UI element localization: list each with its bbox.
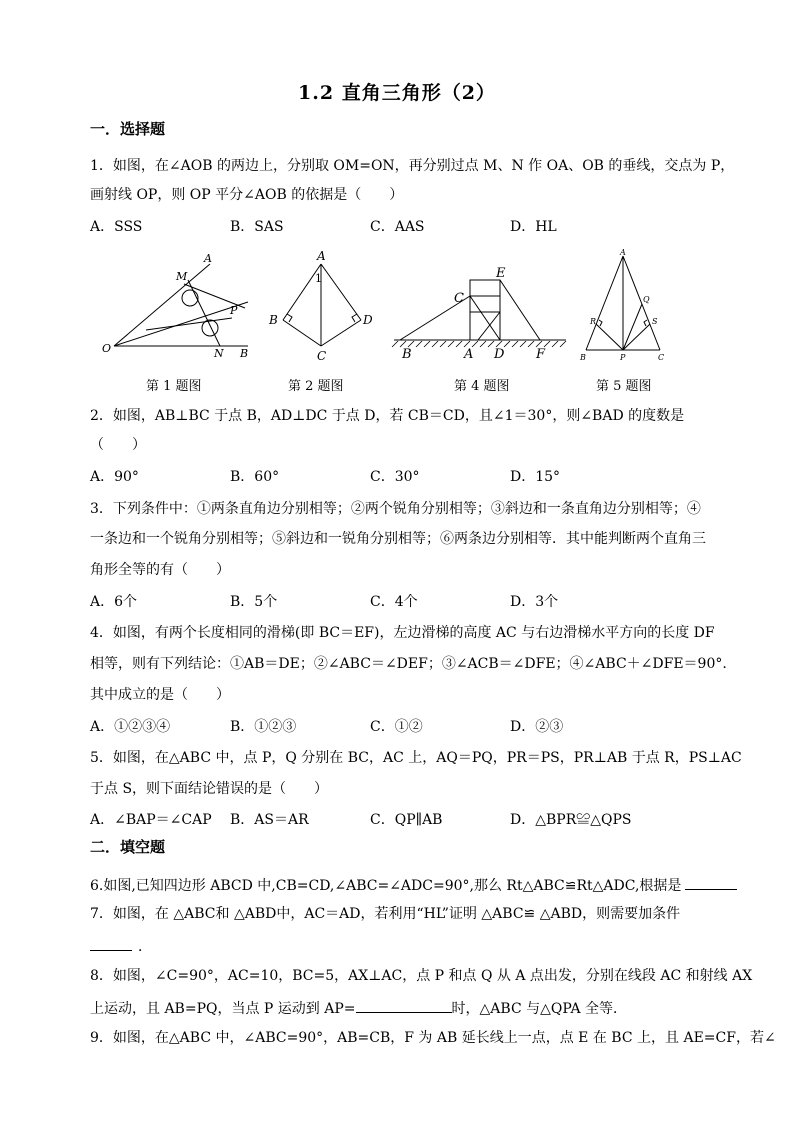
- section-fill-heading: 二．填空题: [90, 838, 166, 856]
- q4-option-c[interactable]: C．①②: [370, 719, 423, 735]
- figure-5-caption: 第 5 题图: [596, 379, 652, 394]
- fig1-label-m: M: [176, 270, 188, 283]
- figure-5: [578, 246, 668, 364]
- q6-text: 6.如图,已知四边形 ABCD 中,CB=CD,∠ABC=∠ADC=90°,那么 Rt△ABC≌Rt△ADC,根据是: [90, 878, 682, 894]
- fig1-label-b: B: [240, 347, 249, 360]
- fig5-label-q: Q: [643, 295, 650, 304]
- fig4-label-d: D: [494, 347, 505, 362]
- q3-line2: 一条边和一个锐角分别相等；⑤斜边和一锐角分别相等；⑥两条边分别相等．其中能判断两个直角三: [90, 531, 706, 547]
- fig4-label-f: F: [536, 347, 546, 362]
- q2-option-c[interactable]: C．30°: [370, 469, 420, 485]
- q5-option-d[interactable]: D．△BPR≌△QPS: [510, 812, 632, 828]
- section-choice-heading: 一．选择题: [90, 120, 166, 138]
- fig2-label-c: C: [317, 349, 327, 363]
- q2-line2: （ ）: [90, 437, 146, 453]
- q7-line2-end: ．: [138, 939, 152, 955]
- q8-line2-start: 上运动，且 AB=PQ，当点 P 运动到 AP=: [90, 1001, 356, 1017]
- q5-option-c[interactable]: C．QP∥AB: [370, 812, 443, 828]
- q4-option-b[interactable]: B．①②③: [230, 719, 297, 735]
- fig2-label-a: A: [317, 249, 326, 263]
- fig2-label-angle1: 1: [315, 272, 322, 285]
- q2-option-d[interactable]: D．15°: [510, 469, 561, 485]
- fig2-label-d: D: [363, 313, 373, 327]
- q5-line1: 5．如图，在△ABC 中，点 P，Q 分别在 BC，AC 上，AQ＝PQ，PR＝PS，PR⊥AB 于点 R，PS⊥AC: [90, 750, 742, 766]
- q3-line1: 3．下列条件中：①两条直角边分别相等；②两个锐角分别相等；③斜边和一条直角边分别相等；④: [90, 501, 701, 517]
- fig1-label-a: A: [204, 252, 212, 265]
- figure-4-caption: 第 4 题图: [454, 379, 510, 394]
- fig5-label-b: B: [580, 353, 586, 362]
- q4-option-a[interactable]: A．①②③④: [90, 719, 171, 735]
- fig4-label-a: A: [464, 347, 474, 362]
- fig5-label-r: R: [590, 317, 597, 326]
- q3-option-b[interactable]: B．5个: [230, 594, 278, 610]
- q6-line: [90, 875, 706, 895]
- q1-option-d[interactable]: D．HL: [510, 219, 557, 235]
- q6-answer-blank[interactable]: [685, 875, 737, 890]
- figure-2: [265, 248, 375, 364]
- q1-line1: 1．如图，在∠AOB 的两边上，分别取 OM=ON，再分别过点 M、N 作 OA、OB 的垂线，交点为 P，: [90, 158, 735, 174]
- q3-option-d[interactable]: D．3个: [510, 594, 559, 610]
- fig2-label-b: B: [269, 313, 278, 327]
- q4-line1: 4．如图，有两个长度相同的滑梯(即 BC＝EF)，左边滑梯的高度 AC 与右边滑梯水平方向的长度 DF: [90, 625, 715, 641]
- fig5-label-s: S: [652, 317, 658, 326]
- q5-option-a[interactable]: A．∠BAP＝∠CAP: [90, 812, 212, 828]
- q4-option-d[interactable]: D．②③: [510, 719, 564, 735]
- q7-answer-blank[interactable]: [90, 936, 132, 951]
- fig5-label-p: P: [620, 353, 626, 362]
- fig5-label-a: A: [620, 248, 626, 257]
- q1-line2: 画射线 OP，则 OP 平分∠AOB 的依据是（ ）: [90, 187, 404, 203]
- q9-line1: 9．如图，在△ABC 中，∠ABC=90°，AB=CB，F 为 AB 延长线上一点，点 E 在 BC 上，且 AE=CF，若∠: [90, 1030, 776, 1046]
- q4-line3: 其中成立的是（ ）: [90, 687, 230, 703]
- q2-line1: 2．如图，AB⊥BC 于点 B，AD⊥DC 于点 D，若 CB＝CD，且∠1＝30°，则∠BAD 的度数是: [90, 408, 685, 424]
- page-title: 1.2 直角三角形（2）: [298, 82, 496, 104]
- q7-line1: 7．如图，在 △ABC和 △ABD中，AC＝AD，若利用“HL”证明 △ABC≌ △ABD，则需要加条件: [90, 906, 681, 922]
- fig1-label-o: O: [102, 342, 112, 355]
- q8-answer-blank[interactable]: [356, 998, 452, 1013]
- fig1-label-p: P: [230, 304, 238, 317]
- q8-line1: 8．如图，∠C=90°，AC=10，BC=5，AX⊥AC，点 P 和点 Q 从 A 点出发，分别在线段 AC 和射线 AX: [90, 968, 753, 984]
- q2-option-a[interactable]: A．90°: [90, 469, 139, 485]
- fig4-label-c: C: [454, 291, 464, 306]
- q2-option-b[interactable]: B．60°: [230, 469, 280, 485]
- fig5-label-c: C: [658, 353, 665, 362]
- figure-4: [390, 262, 570, 364]
- q3-option-c[interactable]: C．4个: [370, 594, 418, 610]
- fig4-label-e: E: [496, 266, 506, 281]
- q1-option-c[interactable]: C．AAS: [370, 219, 425, 235]
- fig4-label-b: B: [402, 347, 412, 362]
- q3-line3: 角形全等的有（ ）: [90, 562, 230, 578]
- q1-option-b[interactable]: B．SAS: [230, 219, 284, 235]
- figure-1-caption: 第 1 题图: [146, 379, 202, 394]
- q8-line2-end: 时，△ABC 与△QPA 全等．: [451, 1001, 628, 1017]
- figure-2-caption: 第 2 题图: [288, 379, 344, 394]
- q5-line2: 于点 S，则下面结论错误的是（ ）: [90, 781, 329, 797]
- q3-option-a[interactable]: A．6个: [90, 594, 138, 610]
- figure-1: [100, 250, 250, 362]
- fig1-label-n: N: [214, 347, 224, 360]
- q8-line2: [90, 998, 706, 1018]
- q7-line2: [90, 936, 706, 956]
- q1-option-a[interactable]: A．SSS: [90, 219, 143, 235]
- q4-line2: 相等，则有下列结论：①AB＝DE；②∠ABC＝∠DEF；③∠ACB＝∠DFE；④∠ABC＋∠DFE＝90°.: [90, 656, 727, 672]
- q5-option-b[interactable]: B．AS＝AR: [230, 812, 309, 828]
